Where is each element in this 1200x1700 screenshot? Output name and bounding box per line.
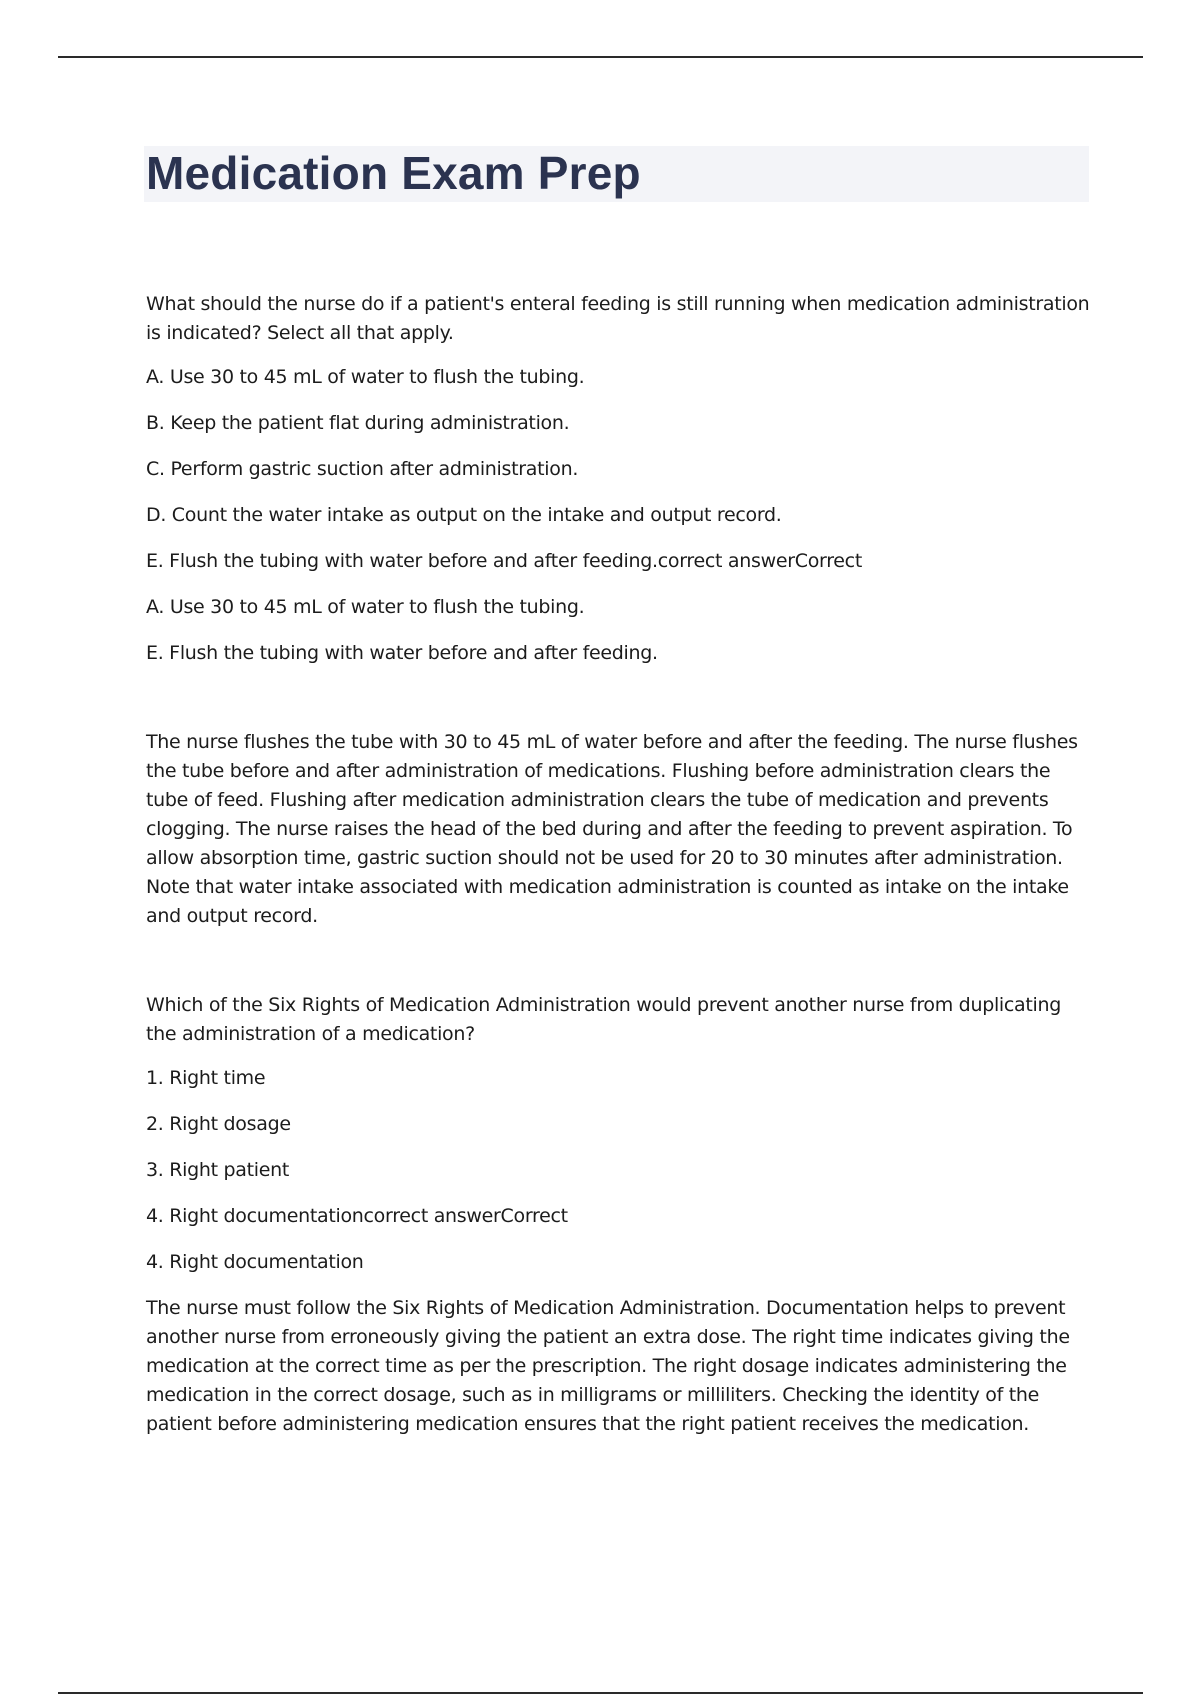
correct-answer: E. Flush the tubing with water before and after feeding.	[146, 642, 658, 664]
page-title: Medication Exam Prep	[146, 147, 641, 199]
footer-divider	[58, 1692, 1143, 1694]
correct-answer: 4. Right documentation	[146, 1251, 364, 1273]
answer-option: 3. Right patient	[146, 1159, 290, 1181]
answer-option: 2. Right dosage	[146, 1113, 291, 1135]
explanation-text: The nurse flushes the tube with 30 to 45 mL of water before and after the feeding. The nurse flushes the tube before and after administration of medications. Flushing before administration clears the tube of feed. Flushing after medication administration clears the tube of medication and prevents clogging. The nurse raises the head of the bed during and after the feeding to prevent aspiration. To allow absorption time, gastric suction should not be used for 20 to 30 minutes after administration. Note that water intake associated with medication administration is counted as intake on the intake and output record.	[146, 731, 1078, 927]
question-block-2	[146, 991, 1096, 1439]
answer-option: A. Use 30 to 45 mL of water to flush the tubing.	[146, 366, 585, 388]
answer-option: 4. Right documentationcorrect answerCorrect	[146, 1205, 568, 1227]
answer-option: C. Perform gastric suction after administration.	[146, 458, 579, 480]
question-text: Which of the Six Rights of Medication Administration would prevent another nurse from duplicating the administration of a medication?	[146, 994, 1062, 1045]
question-text: What should the nurse do if a patient's enteral feeding is still running when medication administration is indicated? Select all that apply.	[146, 293, 1090, 344]
explanation-text: The nurse must follow the Six Rights of Medication Administration. Documentation helps to prevent another nurse from erroneously giving the patient an extra dose. The right time indicates giving the medication at the correct time as per the prescription. The right dosage indicates administering the medication in the correct dosage, such as in milligrams or milliliters. Checking the identity of the patient before administering medication ensures that the right patient receives the medication.	[146, 1297, 1070, 1435]
document-body	[146, 290, 1096, 1439]
question-block-1	[146, 290, 1096, 931]
answer-option: B. Keep the patient flat during administration.	[146, 412, 570, 434]
answer-option: E. Flush the tubing with water before and after feeding.correct answerCorrect	[146, 550, 862, 572]
correct-answer: A. Use 30 to 45 mL of water to flush the tubing.	[146, 596, 585, 618]
header-divider	[58, 56, 1143, 58]
answer-option: 1. Right time	[146, 1067, 266, 1089]
answer-option: D. Count the water intake as output on the intake and output record.	[146, 504, 782, 526]
